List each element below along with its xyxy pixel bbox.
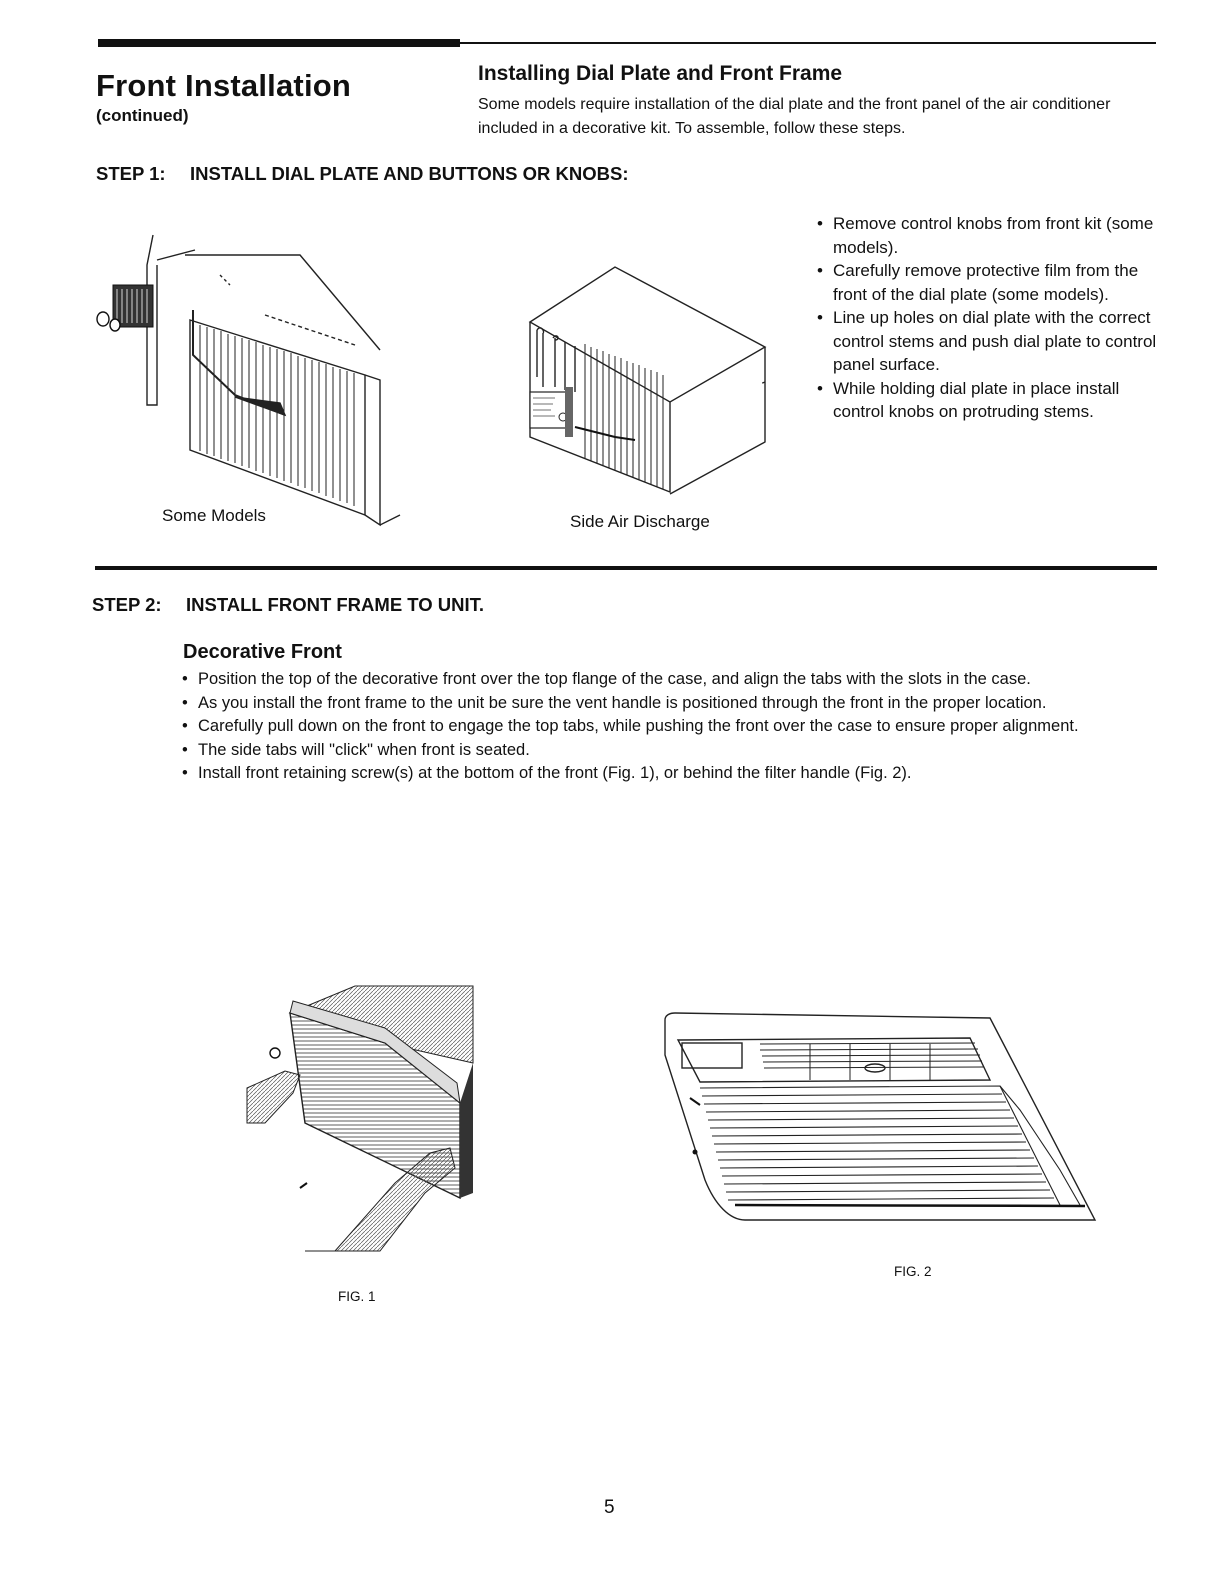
- step1-number: STEP 1:: [96, 163, 166, 184]
- side-air-discharge-illustration: [525, 262, 775, 502]
- step2-number: STEP 2:: [92, 594, 162, 615]
- list-item: • Remove control knobs from front kit (some models).: [817, 212, 1157, 259]
- section-divider: [95, 566, 1157, 570]
- step1-title: INSTALL DIAL PLATE AND BUTTONS OR KNOBS:: [190, 163, 629, 184]
- page-number: 5: [604, 1497, 615, 1518]
- section-heading: Installing Dial Plate and Front Frame: [478, 62, 843, 85]
- step2-title: INSTALL FRONT FRAME TO UNIT.: [186, 594, 485, 615]
- fig2-label: FIG. 2: [894, 1264, 932, 1279]
- list-item: • As you install the front frame to the unit be sure the vent handle is positioned through the front in the proper location.: [182, 692, 1112, 716]
- list-item: • Position the top of the decorative front over the top flange of the case, and align the tabs with the slots in the case.: [182, 668, 1112, 692]
- intro-paragraph: Some models require installation of the dial plate and the front panel of the air conditioner included in a decorative kit. To assemble, follow these steps.: [478, 96, 1111, 137]
- decorative-front-heading: Decorative Front: [183, 641, 342, 663]
- header-rule-thin: [460, 42, 1156, 44]
- figure-left-caption: Some Models: [162, 506, 266, 525]
- dial-plate-illustration: [95, 225, 415, 535]
- header-rule-thick: [98, 39, 460, 47]
- list-item: • Line up holes on dial plate with the correct control stems and push dial plate to control panel surface.: [817, 306, 1157, 377]
- list-item: • Carefully pull down on the front to engage the top tabs, while pushing the front over the case to ensure proper alignment.: [182, 715, 1112, 739]
- list-item: • Install front retaining screw(s) at the bottom of the front (Fig. 1), or behind the filter handle (Fig. 2).: [182, 762, 1112, 786]
- step1-bullet-list: [817, 212, 1157, 424]
- fig1-label: FIG. 1: [338, 1289, 376, 1304]
- page-subtitle: (continued): [96, 106, 189, 125]
- fig2-illustration: [660, 1010, 1100, 1225]
- list-item: • Carefully remove protective film from the front of the dial plate (some models).: [817, 259, 1157, 306]
- list-item: • While holding dial plate in place install control knobs on protruding stems.: [817, 377, 1157, 424]
- list-item: • The side tabs will "click" when front is seated.: [182, 739, 1112, 763]
- step2-bullet-list: [182, 668, 1112, 786]
- figure-center-caption: Side Air Discharge: [570, 512, 710, 531]
- fig1-illustration: [245, 983, 480, 1255]
- page-title: Front Installation: [96, 68, 352, 103]
